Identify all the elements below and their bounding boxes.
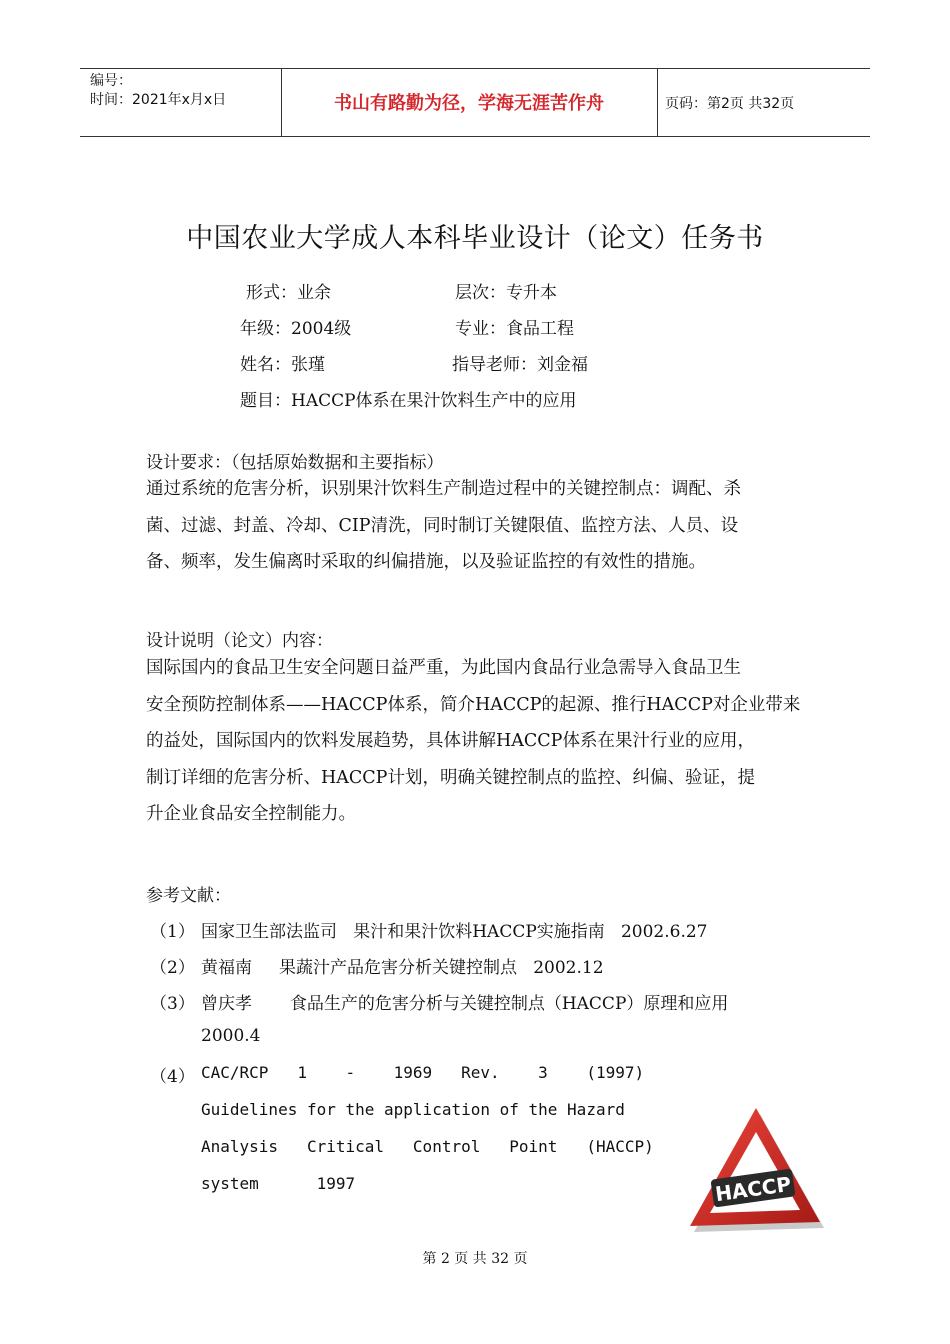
document-number-label: 编号： xyxy=(90,73,132,89)
header-bottom-rule xyxy=(80,136,870,137)
reference-text: 2000.4 xyxy=(201,1026,261,1046)
info-advisor: 指导老师：刘金福 xyxy=(452,355,588,375)
document-date: 时间：2021年x月x日 xyxy=(90,92,227,108)
reference-number: （4） xyxy=(150,1067,195,1087)
reference-number: （2） xyxy=(150,958,195,978)
info-topic: 题目：HACCP体系在果汁饮料生产中的应用 xyxy=(240,391,577,411)
references-heading: 参考文献： xyxy=(146,886,231,906)
content-line: 国际国内的食品卫生安全问题日益严重，为此国内食品行业急需导入食品卫生 xyxy=(146,658,741,678)
reference-text: Analysis Critical Control Point (HACCP) xyxy=(201,1137,654,1156)
content-line: 升企业食品安全控制能力。 xyxy=(146,804,356,824)
reference-text: 曾庆孝 食品生产的危害分析与关键控制点（HACCP）原理和应用 xyxy=(201,994,729,1014)
info-major: 专业：食品工程 xyxy=(455,319,574,339)
reference-text: Guidelines for the application of the Hazard xyxy=(201,1100,625,1119)
reference-number: （1） xyxy=(150,922,195,942)
content-paragraph xyxy=(146,650,812,833)
requirements-heading: 设计要求：（包括原始数据和主要指标） xyxy=(146,453,444,473)
content-line: 的益处，国际国内的饮料发展趋势，具体讲解HACCP体系在果汁行业的应用， xyxy=(146,731,755,751)
header-top-rule xyxy=(80,68,870,69)
info-grade: 年级：2004级 xyxy=(240,319,352,339)
requirements-line: 备、频率，发生偏离时采取的纠偏措施，以及验证监控的有效性的措施。 xyxy=(146,552,706,572)
header-meta xyxy=(90,72,226,110)
content-line: 制订详细的危害分析、HACCP计划，明确关键控制点的监控、纠偏、验证，提 xyxy=(146,767,755,788)
haccp-warning-triangle-icon xyxy=(686,1104,826,1234)
requirements-line: 通过系统的危害分析，识别果汁饮料生产制造过程中的关键控制点：调配、杀 xyxy=(146,479,741,499)
content-heading: 设计说明（论文）内容： xyxy=(146,631,333,651)
info-name: 姓名：张瑾 xyxy=(240,355,325,375)
info-level: 层次：专升本 xyxy=(455,283,557,303)
reference-text: 黄福南 果蔬汁产品危害分析关键控制点 2002.12 xyxy=(201,958,604,978)
header-motto: 书山有路勤为径，学海无涯苦作舟 xyxy=(334,93,604,114)
info-form: 形式：业余 xyxy=(246,283,331,303)
header-divider-right xyxy=(657,68,658,136)
page-title: 中国农业大学成人本科毕业设计（论文）任务书 xyxy=(186,223,764,254)
logo-text: HACCP xyxy=(713,1171,793,1207)
content-line: 安全预防控制体系——HACCP体系，简介HACCP的起源、推行HACCP对企业带来 xyxy=(146,694,801,715)
reference-text: system 1997 xyxy=(201,1174,356,1193)
reference-number: （3） xyxy=(150,994,195,1014)
header-page-number: 页码：第2页 共32页 xyxy=(665,96,795,112)
requirements-paragraph xyxy=(146,471,812,581)
reference-text: CAC/RCP 1 - 1969 Rev. 3 (1997) xyxy=(201,1063,645,1082)
page-footer: 第 2 页 共 32 页 xyxy=(422,1251,528,1267)
reference-text: 国家卫生部法监司 果汁和果汁饮料HACCP实施指南 2002.6.27 xyxy=(201,922,708,942)
requirements-line: 菌、过滤、封盖、冷却、CIP清洗，同时制订关键限值、监控方法、人员、设 xyxy=(146,515,739,536)
